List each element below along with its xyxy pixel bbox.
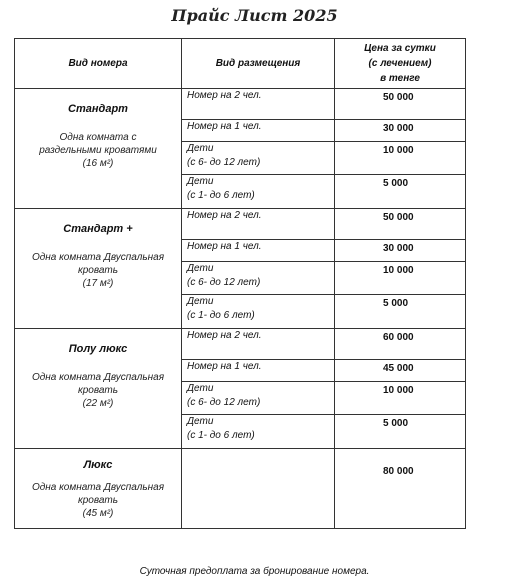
placement-line: Номер на 1 чел.	[187, 121, 262, 132]
placement-age-range: (с 1- до 6 лет)	[187, 310, 255, 321]
placement-cell	[182, 142, 335, 175]
placement-cell	[182, 360, 335, 382]
table-row	[15, 449, 466, 529]
price-table	[14, 38, 466, 529]
room-type-name: Полу люкс	[68, 343, 128, 355]
placement-line: Дети	[187, 296, 214, 307]
room-description-line: Одна комната Двуспальная	[31, 482, 165, 493]
placement-age-range: (с 6- до 12 лет)	[187, 157, 261, 168]
room-description-line: Одна комната Двуспальная	[31, 252, 165, 263]
room-area: (45 м²)	[82, 508, 114, 519]
placement-cell	[182, 120, 335, 142]
room-description-line: кровать	[78, 385, 118, 396]
placement-line: Номер на 2 чел.	[187, 90, 262, 101]
placement-cell	[182, 209, 335, 240]
placement-cell	[182, 415, 335, 449]
room-type-cell	[15, 209, 182, 329]
room-area: (17 м²)	[82, 278, 114, 289]
header-price-line1: Цена за сутки	[364, 43, 436, 54]
price-cell: 10 000	[335, 262, 466, 295]
room-type-cell	[15, 329, 182, 449]
placement-line: Дети	[187, 143, 214, 154]
price-cell: 5 000	[335, 175, 466, 209]
placement-age-range: (с 1- до 6 лет)	[187, 430, 255, 441]
header-price-line3: в тенге	[380, 73, 420, 84]
placement-cell	[182, 89, 335, 120]
placement-line: Дети	[187, 416, 214, 427]
room-description-line: раздельными кроватями	[39, 145, 157, 156]
placement-age-range: (с 6- до 12 лет)	[187, 277, 261, 288]
placement-line: Дети	[187, 383, 214, 394]
table-row	[15, 209, 466, 240]
placement-cell	[182, 262, 335, 295]
price-cell: 30 000	[335, 240, 466, 262]
price-cell: 10 000	[335, 382, 466, 415]
placement-age-range: (с 1- до 6 лет)	[187, 190, 255, 201]
placement-age-range: (с 6- до 12 лет)	[187, 397, 261, 408]
room-type-name: Люкс	[83, 459, 113, 471]
price-cell: 10 000	[335, 142, 466, 175]
placement-cell	[182, 382, 335, 415]
table-header-row	[15, 39, 466, 89]
table-row	[15, 89, 466, 120]
price-cell: 5 000	[335, 295, 466, 329]
price-cell: 30 000	[335, 120, 466, 142]
room-type-name: Стандарт +	[63, 223, 133, 235]
room-type-cell	[15, 449, 182, 529]
placement-line: Номер на 1 чел.	[187, 241, 262, 252]
price-cell: 60 000	[335, 329, 466, 360]
placement-line: Дети	[187, 176, 214, 187]
room-description-line: кровать	[78, 495, 118, 506]
price-cell: 5 000	[335, 415, 466, 449]
price-cell: 45 000	[335, 360, 466, 382]
price-cell: 50 000	[335, 209, 466, 240]
placement-cell	[182, 240, 335, 262]
price-cell: 50 000	[335, 89, 466, 120]
room-type-name: Стандарт	[68, 103, 128, 115]
room-area: (22 м²)	[82, 398, 114, 409]
placement-line: Номер на 1 чел.	[187, 361, 262, 372]
placement-line: Номер на 2 чел.	[187, 210, 262, 221]
room-description-line: кровать	[78, 265, 118, 276]
room-description-line: Одна комната с	[59, 132, 137, 143]
room-description-line: Одна комната Двуспальная	[31, 372, 165, 383]
room-area: (16 м²)	[82, 158, 114, 169]
placement-cell	[182, 175, 335, 209]
header-placement: Вид размещения	[182, 39, 335, 89]
header-price	[335, 39, 466, 89]
placement-cell	[182, 329, 335, 360]
room-type-cell	[15, 89, 182, 209]
placement-cell	[182, 449, 335, 529]
placement-cell	[182, 295, 335, 329]
page-title: Прайс Лист 2025	[171, 6, 338, 25]
placement-line: Дети	[187, 263, 214, 274]
placement-line: Номер на 2 чел.	[187, 330, 262, 341]
price-cell: 80 000	[335, 449, 466, 529]
header-price-line2: (с лечением)	[368, 58, 432, 69]
header-room-type: Вид номера	[15, 39, 182, 89]
table-row	[15, 329, 466, 360]
footer-note: Суточная предоплата за бронирование номера.	[139, 566, 370, 577]
